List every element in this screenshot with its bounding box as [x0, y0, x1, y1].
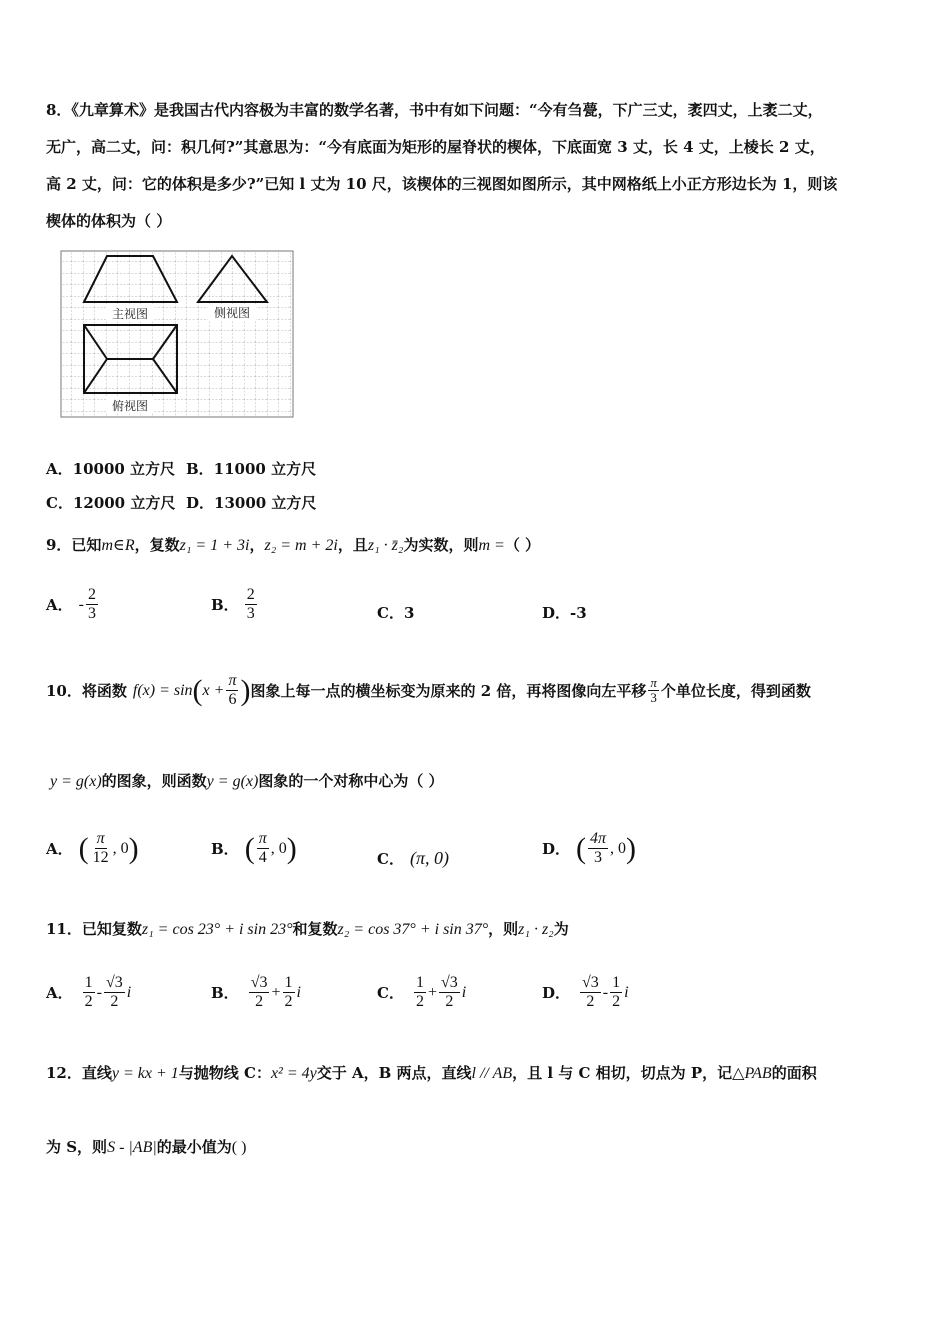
q10-option-d[interactable]: D． ( $\frac{4\pi}{3}$ , 0 ): [542, 830, 637, 866]
side-view-label: 侧视图: [213, 306, 251, 320]
q9-product: z₁ · z̄₂: [367, 537, 404, 554]
q8-option-c[interactable]: C．12000 立方尺: [46, 494, 176, 512]
q10-option-a[interactable]: A． ( $\frac{\pi}{12}$ , 0 ): [46, 830, 139, 866]
three-view-figure: [60, 250, 294, 420]
q12-expression: S - |AB|: [107, 1139, 157, 1156]
q9-m-eq: m =: [478, 537, 505, 554]
q12-triangle: △PAB: [732, 1065, 772, 1082]
question-9: 9．已知m∈R，复数z₁ = 1 + 3i，z₂ = m + 2i，且z₁ · z̄₂为实数，则m =（ ）: [46, 536, 541, 554]
q9-z2: z₂ = m + 2i: [264, 537, 338, 554]
q10-f-lhs: f(x) = sin: [132, 681, 193, 699]
q11-product: z₁ · z₂: [518, 921, 554, 938]
q8-option-b[interactable]: B．11000 立方尺: [186, 460, 317, 478]
q9-option-b[interactable]: B． $\frac{2}{3}$: [211, 586, 255, 622]
q12-line-eq: y = kx + 1: [111, 1065, 179, 1082]
question-8: [46, 92, 916, 240]
question-12-line-2: 为 S，则S - |AB|的最小值为( ): [46, 1138, 247, 1156]
q10-g2: y = g(x): [206, 773, 259, 790]
q11-option-a[interactable]: A． $\frac{1}{2}$ - $\frac{√3}{2}$ i: [46, 974, 132, 1010]
question-12-line-1: 12．直线y = kx + 1与抛物线 C：x² = 4y交于 A，B 两点，直线l // AB，且 l 与 C 相切，切点为 P，记△PAB的面积: [46, 1064, 817, 1082]
q11-option-d[interactable]: D． $\frac{√3}{2}$ - $\frac{1}{2}$ i: [542, 974, 629, 1010]
q11-option-c[interactable]: C． $\frac{1}{2}$ + $\frac{√3}{2}$ i: [377, 974, 467, 1010]
q11-z2: z₂ = cos 37° + i sin 37°: [337, 921, 489, 938]
question-11: 11．已知复数z₁ = cos 23° + i sin 23°和复数z₂ = cos 37° + i sin 37°，则z₁ · z₂为: [46, 920, 569, 938]
q9-m-in-R: m∈R: [101, 537, 135, 554]
q9-option-c[interactable]: C． 3: [377, 603, 415, 622]
q12-parallel: l // AB: [471, 1065, 513, 1082]
q9-z1: z₁ = 1 + 3i: [179, 537, 250, 554]
q8-option-d[interactable]: D．13000 立方尺: [186, 494, 317, 512]
q9-option-a[interactable]: A． - $\frac{2}{3}$: [46, 586, 96, 622]
q8-line-4: 楔体的体积为（ ）: [46, 212, 172, 230]
q8-option-a[interactable]: A．10000 立方尺: [46, 460, 176, 478]
q9-option-d[interactable]: D． -3: [542, 603, 587, 622]
question-10-line-1: 10．将函数 f(x) = sin ( x + $\frac{\pi}{6}$ ) 图象上每一点的横坐标变为原来的 2 倍，再将图像向左平移 $\frac{\pi}{3}$ 个单位长度，得到函数: [46, 672, 811, 708]
top-view-label: 俯视图: [111, 399, 149, 413]
question-10-line-2: y = g(x)的图象，则函数y = g(x)图象的一个对称中心为（ ）: [50, 772, 444, 790]
front-view-label: 主视图: [111, 307, 149, 321]
q10-option-c[interactable]: C． (π, 0): [377, 848, 449, 868]
q8-line-2: 无广，高二丈，问：积几何?”其意思为：“今有底面为矩形的屋脊状的楔体，下底面宽 3 丈，长 4 丈，上棱长 2 丈，: [46, 138, 825, 156]
q10-option-b[interactable]: B． ( $\frac{\pi}{4}$ , 0 ): [211, 830, 297, 866]
q11-z1: z₁ = cos 23° + i sin 23°: [141, 921, 293, 938]
q8-line-3: 高 2 丈，问：它的体积是多少?”已知 l 丈为 10 尺，该楔体的三视图如图所示，其中网格纸上小正方形边长为 1，则该: [46, 175, 838, 193]
q11-option-b[interactable]: B． $\frac{√3}{2}$ + $\frac{1}{2}$ i: [211, 974, 301, 1010]
q8-line-1: 8．《九章算术》是我国古代内容极为丰富的数学名著，书中有如下问题：“今有刍甍，下广三丈，袤四丈，上袤二丈，: [46, 101, 823, 119]
q10-g1: y = g(x): [50, 773, 102, 790]
q12-parabola: x² = 4y: [270, 1065, 317, 1082]
